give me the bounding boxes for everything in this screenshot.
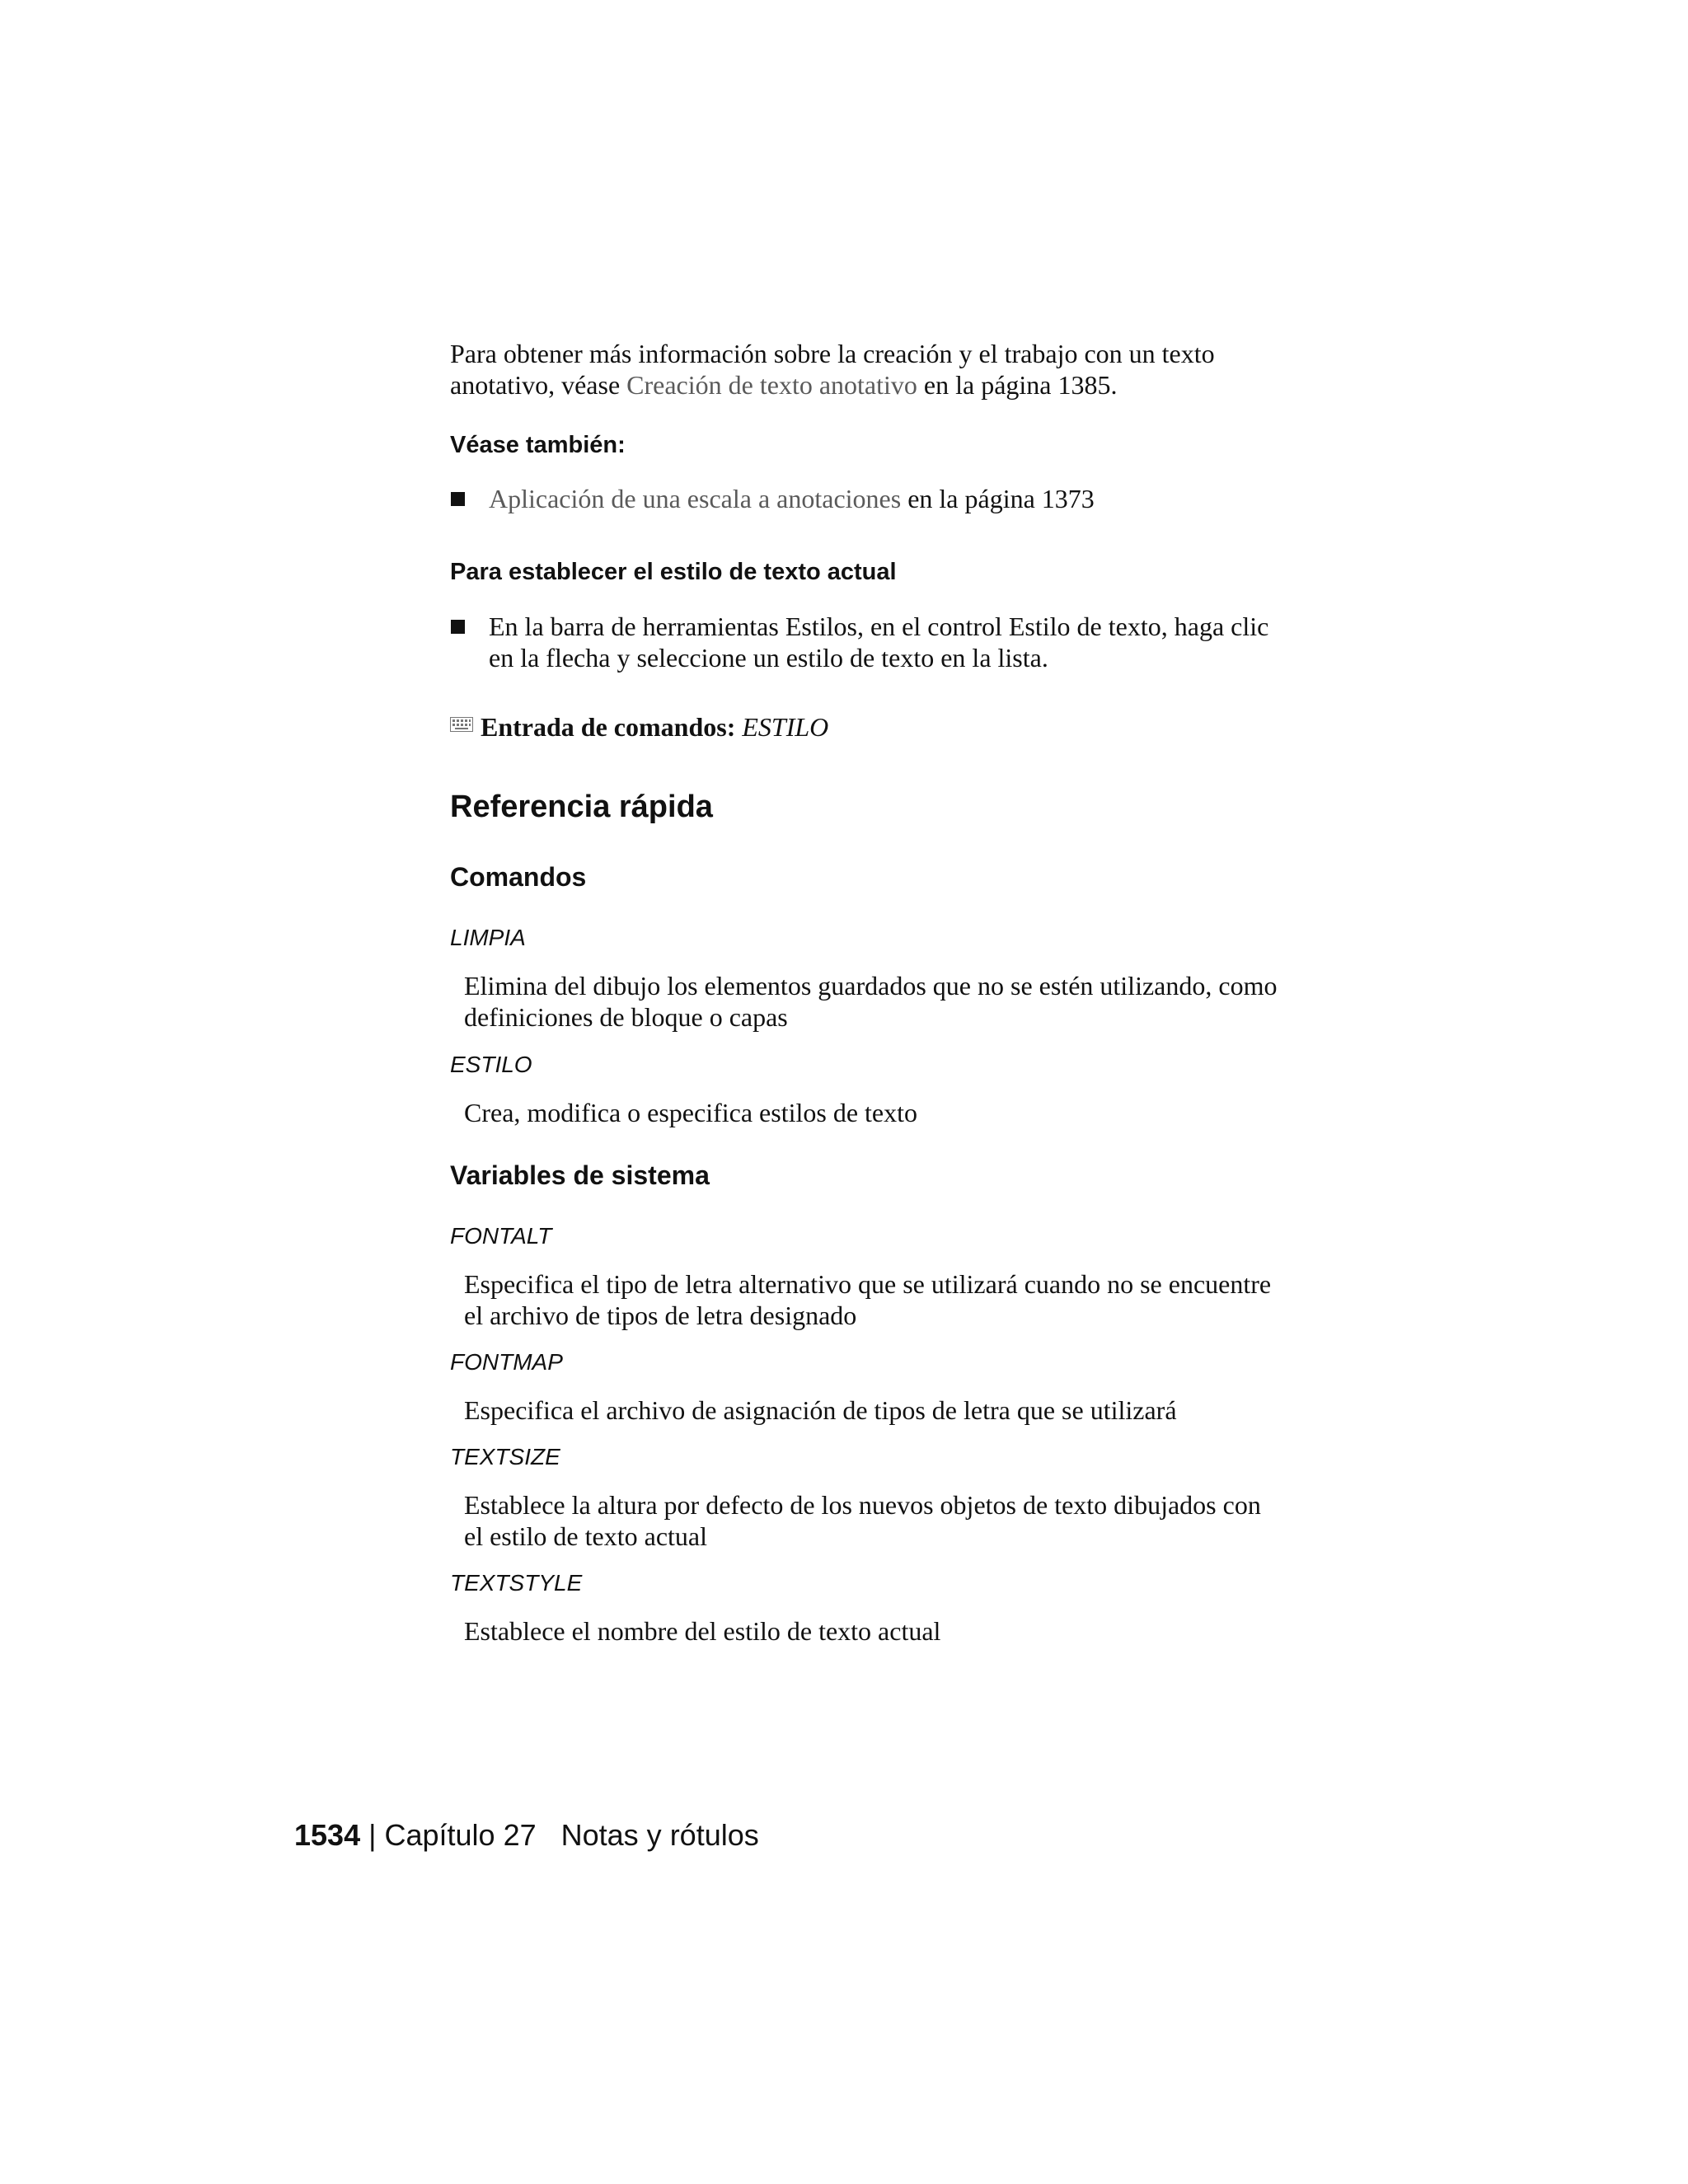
quick-reference-heading: Referencia rápida — [450, 790, 713, 824]
command-desc-estilo — [464, 1097, 1346, 1128]
footer-separator: | — [368, 1818, 377, 1852]
variable-desc-fontalt-line-2: el archivo de tipos de letra designado — [464, 1301, 857, 1330]
intro-paragraph — [450, 338, 1340, 401]
bullet-square-icon — [451, 492, 465, 506]
procedure-step-line-1: En la barra de herramientas Estilos, en el control Estilo de texto, haga clic — [489, 612, 1269, 641]
command-term-limpia: LIMPIA — [450, 925, 526, 950]
keyboard-icon — [450, 717, 473, 732]
variable-desc-textsize — [464, 1489, 1346, 1552]
procedure-step-line-2: en la flecha y seleccione un estilo de texto en la lista. — [489, 643, 1048, 673]
variable-desc-textstyle-line-1: Establece el nombre del estilo de texto actual — [464, 1616, 941, 1646]
see-also-item — [489, 483, 1095, 514]
footer-chapter: Capítulo 27 — [384, 1818, 537, 1852]
creacion-texto-anotativo-link[interactable]: Creación de texto anotativo — [626, 370, 917, 400]
intro-line-2-suffix: en la página 1385. — [917, 370, 1118, 400]
variable-desc-fontmap — [464, 1394, 1346, 1426]
command-desc-estilo-line-1: Crea, modifica o especifica estilos de texto — [464, 1098, 918, 1127]
variable-term-fontalt: FONTALT — [450, 1223, 552, 1249]
command-entry-value: ESTILO — [742, 712, 829, 742]
commands-heading: Comandos — [450, 862, 587, 892]
variable-desc-textsize-line-1: Establece la altura por defecto de los nuevos objetos de texto dibujados con — [464, 1490, 1261, 1520]
footer-chapter-title: Notas y rótulos — [560, 1818, 759, 1852]
variable-desc-fontmap-line-1: Especifica el archivo de asignación de tipos de letra que se utilizará — [464, 1395, 1177, 1425]
aplicacion-escala-link[interactable]: Aplicación de una escala a anotaciones — [489, 484, 902, 513]
page-footer — [294, 1818, 759, 1853]
command-desc-limpia-line-1: Elimina del dibujo los elementos guardados que no se estén utilizando, como — [464, 971, 1278, 1001]
see-also-heading: Véase también: — [450, 432, 626, 458]
variable-term-textsize: TEXTSIZE — [450, 1444, 560, 1469]
command-desc-limpia — [464, 970, 1346, 1033]
command-term-estilo: ESTILO — [450, 1052, 532, 1077]
command-desc-limpia-line-2: definiciones de bloque o capas — [464, 1002, 788, 1032]
variable-desc-textsize-line-2: el estilo de texto actual — [464, 1521, 707, 1551]
variable-term-fontmap: FONTMAP — [450, 1349, 563, 1375]
command-entry — [481, 711, 828, 743]
variable-desc-fontalt-line-1: Especifica el tipo de letra alternativo que se utilizará cuando no se encuentre — [464, 1269, 1272, 1299]
variable-term-textstyle: TEXTSTYLE — [450, 1570, 583, 1596]
bullet-square-icon — [451, 620, 465, 634]
variable-desc-fontalt — [464, 1268, 1346, 1331]
system-variables-heading: Variables de sistema — [450, 1160, 710, 1190]
procedure-heading: Para establecer el estilo de texto actual — [450, 559, 897, 585]
page-number: 1534 — [294, 1818, 361, 1852]
intro-line-2-prefix: anotativo, véase — [450, 370, 627, 400]
command-entry-label: Entrada de comandos: — [481, 712, 736, 742]
see-also-item-suffix: en la página 1373 — [901, 484, 1095, 513]
intro-line-1: Para obtener más información sobre la creación y el trabajo con un texto — [450, 339, 1215, 368]
variable-desc-textstyle — [464, 1615, 1346, 1647]
procedure-step — [489, 611, 1354, 673]
